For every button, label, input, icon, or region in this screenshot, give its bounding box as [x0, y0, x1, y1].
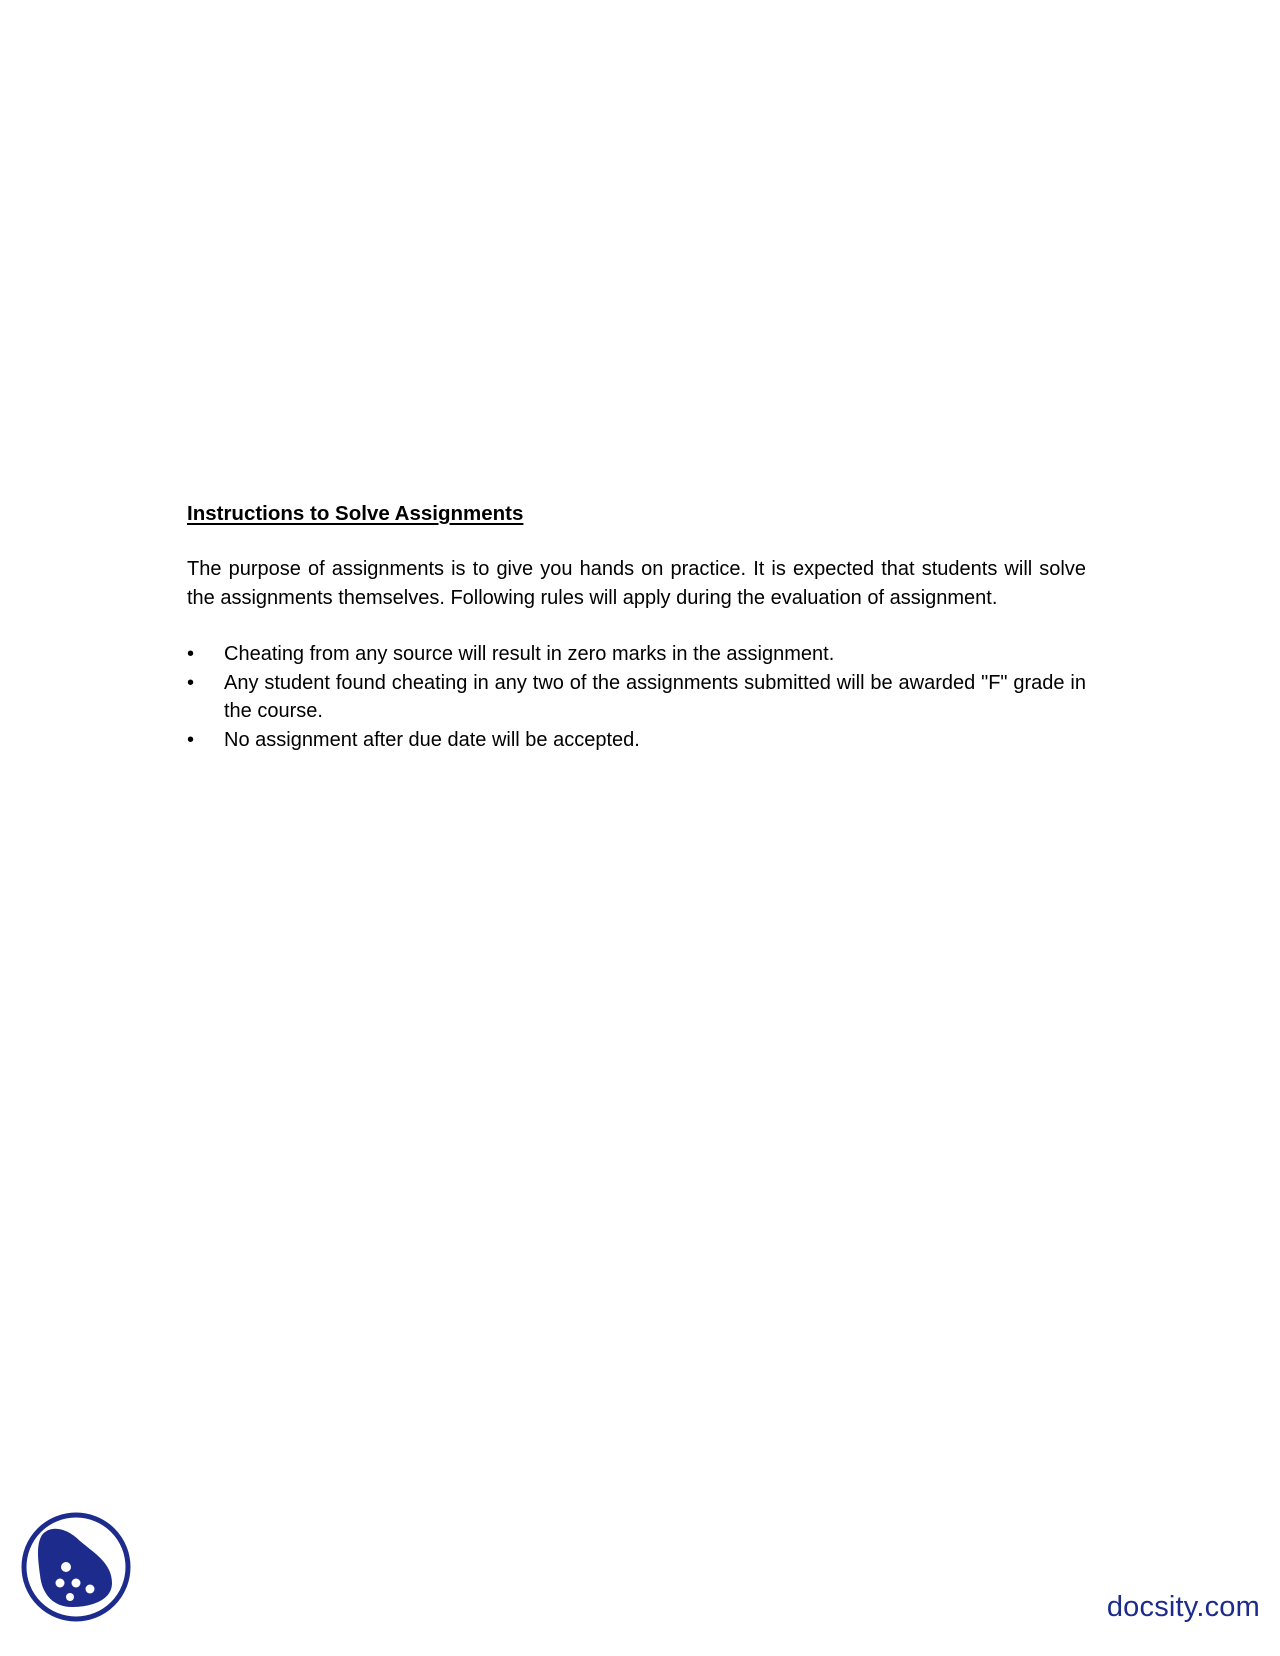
- bullet-icon: •: [187, 643, 195, 665]
- document-heading: Instructions to Solve Assignments: [187, 502, 524, 525]
- intro-paragraph: The purpose of assignments is to give you hands on practice. It is expected that students will solve the assignments themselves. Following rules will apply during the evaluation of assignment.: [187, 558, 1086, 609]
- docsity-logo-icon[interactable]: [20, 1511, 132, 1623]
- bullet-icon: •: [187, 671, 195, 694]
- rules-list: [187, 640, 1086, 754]
- rule-item: [187, 669, 1086, 726]
- bullet-icon: •: [187, 728, 195, 751]
- rule-text: Cheating from any source will result in zero marks in the assignment.: [224, 643, 835, 665]
- rule-text: No assignment after due date will be accepted.: [224, 728, 640, 751]
- rule-item: [187, 640, 1086, 669]
- rule-text: Any student found cheating in any two of the assignments submitted will be awarded "F" grade in the course.: [224, 671, 1086, 722]
- rule-item: [187, 726, 1086, 755]
- docsity-link[interactable]: docsity.com: [1106, 1591, 1260, 1623]
- document-content: [187, 500, 1086, 754]
